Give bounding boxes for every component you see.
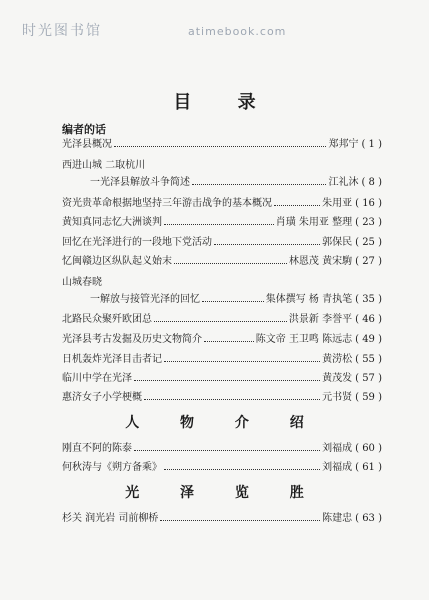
entry-page: ( 60 )	[355, 443, 382, 454]
toc-entry[interactable]	[62, 232, 382, 248]
entry-author: 郑邦宁	[328, 139, 359, 150]
entry-author: 郭保民	[322, 237, 353, 248]
entry-title: 临川中学在光泽	[62, 373, 132, 384]
entry-page: ( 49 )	[355, 334, 382, 345]
entry-page: ( 46 )	[355, 314, 382, 325]
group-heading-editor: 编者的话	[62, 123, 106, 136]
entry-title: 杉关 润光岩 司前柳桥	[62, 513, 159, 524]
toc-entry[interactable]	[90, 289, 382, 305]
dot-leader	[134, 450, 320, 451]
dot-leader	[160, 520, 320, 521]
entry-page: ( 16 )	[355, 198, 382, 209]
dot-leader	[134, 380, 320, 381]
entry-author: 刘福成	[322, 443, 353, 454]
group-heading-west: 西进山城 二取杭川	[62, 160, 146, 171]
watermark-site-url: atimebook.com	[188, 25, 287, 38]
entry-title: 忆闽赣边区纵队起义始末	[62, 256, 172, 267]
entry-author: 黄涝松	[322, 354, 353, 365]
entry-page: ( 59 )	[355, 392, 382, 403]
toc-entry[interactable]	[62, 438, 382, 454]
entry-author: 林恩茂 黄宋駒	[288, 256, 353, 267]
watermark-site-name: 时光图书馆	[22, 23, 102, 39]
entry-author: 江礼沐	[328, 177, 359, 188]
entry-title: 何秋涛与《朔方备乘》	[62, 462, 162, 473]
entry-title: 黄知真同志忆大洲谈判	[62, 217, 162, 228]
dot-leader	[114, 146, 326, 147]
section-heading-scenery: 光 泽 览 胜	[125, 485, 322, 501]
toc-entry[interactable]	[62, 309, 382, 325]
entry-page: ( 1 )	[361, 139, 382, 150]
dot-leader	[164, 361, 320, 362]
toc-entry[interactable]	[62, 193, 382, 209]
dot-leader	[214, 244, 320, 245]
dot-leader	[164, 224, 274, 225]
entry-author: 陈建忠	[322, 513, 353, 524]
toc-entry[interactable]	[62, 368, 382, 384]
entry-author: 刘福成	[322, 462, 353, 473]
toc-entry[interactable]	[62, 349, 382, 365]
toc-entry[interactable]	[62, 329, 382, 345]
dot-leader	[154, 321, 287, 322]
entry-author: 肖璜 朱用亚 整理	[275, 217, 353, 228]
entry-page: ( 57 )	[355, 373, 382, 384]
entry-author: 陈文帝 王卫鸣 陈远志	[255, 334, 353, 345]
entry-author: 黄茂发	[322, 373, 353, 384]
entry-page: ( 55 )	[355, 354, 382, 365]
dot-leader	[144, 399, 320, 400]
entry-title: 资光贵革命根据地坚持三年游击战争的基本概况	[62, 198, 272, 209]
dot-leader	[192, 184, 326, 185]
toc-entry[interactable]	[62, 457, 382, 473]
entry-page: ( 23 )	[355, 217, 382, 228]
dot-leader	[174, 263, 287, 264]
dot-leader	[204, 341, 254, 342]
entry-page: ( 63 )	[355, 513, 382, 524]
entry-page: ( 27 )	[355, 256, 382, 267]
toc-entry[interactable]	[62, 508, 382, 524]
entry-title: 光泽县考古发掘及历史文物简介	[62, 334, 202, 345]
entry-title: 日机轰炸光泽目击者记	[62, 354, 162, 365]
group-heading-dawn: 山城春晓	[62, 277, 102, 288]
toc-entry[interactable]	[62, 212, 382, 228]
section-heading-people: 人 物 介 绍	[125, 415, 322, 431]
dot-leader	[202, 301, 264, 302]
entry-title: 刚直不阿的陈泰	[62, 443, 132, 454]
entry-title: 回忆在光泽进行的一段地下党活动	[62, 237, 212, 248]
entry-page: ( 8 )	[361, 177, 382, 188]
entry-title: 光泽县概况	[62, 139, 112, 150]
dot-leader	[274, 205, 320, 206]
toc-entry[interactable]	[62, 387, 382, 403]
toc-entry[interactable]	[90, 172, 382, 188]
entry-author: 朱用亚	[322, 198, 353, 209]
toc-entry[interactable]	[62, 134, 382, 150]
dot-leader	[164, 469, 320, 470]
entry-title: 北路民众聚歼欧团总	[62, 314, 152, 325]
entry-title: 一解放与接管光泽的回忆	[90, 294, 200, 305]
entry-author: 集体撰写 杨 青执笔	[265, 294, 353, 305]
entry-author: 洪景新 李誉平	[288, 314, 353, 325]
entry-page: ( 61 )	[355, 462, 382, 473]
entry-author: 元书贤	[322, 392, 353, 403]
toc-entry[interactable]	[62, 251, 382, 267]
entry-title: 惠济女子小学梗概	[62, 392, 142, 403]
watermark-header	[0, 8, 429, 46]
page-title: 目 录	[173, 92, 276, 113]
entry-title: 一光泽县解放斗争简述	[90, 177, 190, 188]
entry-page: ( 35 )	[355, 294, 382, 305]
entry-page: ( 25 )	[355, 237, 382, 248]
